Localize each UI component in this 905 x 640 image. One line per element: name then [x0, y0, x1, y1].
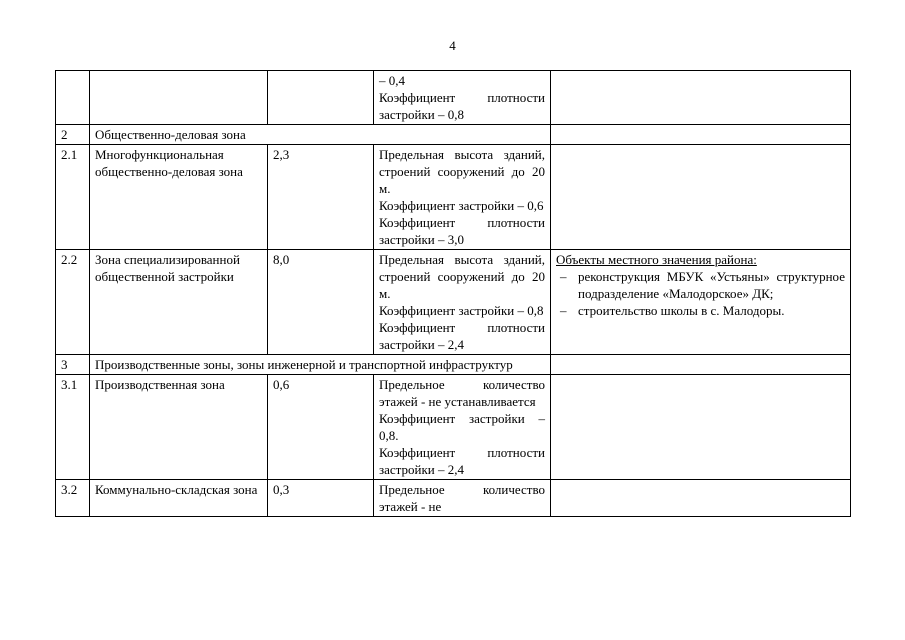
parameters-text: – 0,4 Коэффициент плотности застройки – 0,8: [379, 73, 545, 122]
zone-parameters: [374, 71, 551, 125]
zone-area: 0,3: [268, 480, 374, 517]
row-number: 3.2: [56, 480, 90, 517]
table-row: [56, 480, 851, 517]
zone-area: [268, 71, 374, 125]
page-number: 4: [449, 38, 456, 53]
zone-name: [90, 71, 268, 125]
planned-objects: [551, 71, 851, 125]
planned-objects: [551, 145, 851, 250]
list-item: – реконструкция МБУК «Устьяны» структурное подразделение «Малодорское» ДК;: [556, 268, 845, 302]
zone-name: Зона специализированной общественной застройки: [90, 250, 268, 355]
zone-parameters: Предельная высота зданий, строений сооружений до 20 м. Коэффициент застройки – 0,6 Коэффициент плотности застройки – 3,0: [374, 145, 551, 250]
zone-name: Производственная зона: [90, 375, 268, 480]
zone-area: 0,6: [268, 375, 374, 480]
table-row: [56, 145, 851, 250]
zones-table: [55, 70, 851, 517]
table-row: [56, 71, 851, 125]
row-number: 2.1: [56, 145, 90, 250]
planned-objects: [551, 250, 851, 355]
table-row: [56, 355, 851, 375]
zone-area: 8,0: [268, 250, 374, 355]
table-row: [56, 250, 851, 355]
row-number: 2: [56, 125, 90, 145]
zone-name: Коммунально-складская зона: [90, 480, 268, 517]
row-number: 3.1: [56, 375, 90, 480]
objects-heading: Объекты местного значения района:: [556, 252, 757, 267]
objects-list: [556, 268, 845, 319]
row-number: 3: [56, 355, 90, 375]
row-number: [56, 71, 90, 125]
planned-objects: [551, 355, 851, 375]
zone-group-title: Общественно-деловая зона: [90, 125, 551, 145]
zone-group-title: Производственные зоны, зоны инженерной и транспортной инфраструктур: [90, 355, 551, 375]
planned-objects: [551, 480, 851, 517]
table-row: [56, 375, 851, 480]
zone-area: 2,3: [268, 145, 374, 250]
planned-objects: [551, 125, 851, 145]
zone-parameters: Предельная высота зданий, строений сооружений до 20 м. Коэффициент застройки – 0,8 Коэффициент плотности застройки – 2,4: [374, 250, 551, 355]
zone-parameters: Предельное количество этажей - не: [374, 480, 551, 517]
planned-objects: [551, 375, 851, 480]
list-item: – строительство школы в с. Малодоры.: [556, 302, 845, 319]
table-row: [56, 125, 851, 145]
row-number: 2.2: [56, 250, 90, 355]
zone-parameters: Предельное количество этажей - не устанавливается Коэффициент застройки – 0,8. Коэффициент плотности застройки – 2,4: [374, 375, 551, 480]
zone-name: Многофункциональная общественно-деловая зона: [90, 145, 268, 250]
